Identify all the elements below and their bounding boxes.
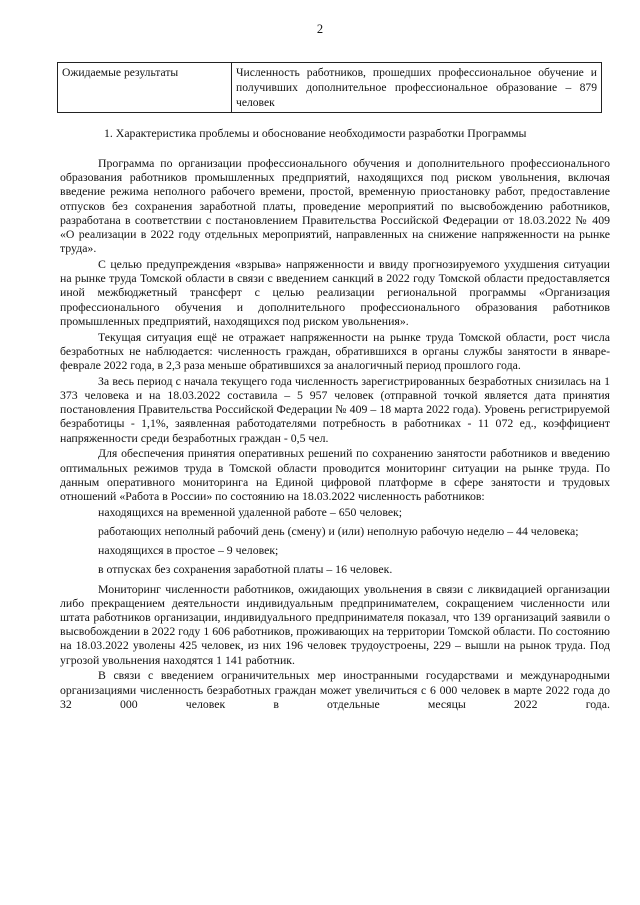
table-label-cell: Ожидаемые результаты [58,63,232,113]
paragraph-unemployment-stats: За весь период с начала текущего года численность зарегистрированных безработных снизилась на 1 373 человека и на 18.03.2022 составила – 5 957 человек (отправной точкой является дата принятия постановления Правительства Российской Федерации № 409 – 18 марта 2022 года). Уровень регистрируемой безработицы - 1,1%, заявленная работодателями потребность в работниках - 11 072 ед., коэффициент напряженности среди безработных граждан - 0,5 чел. [60,373,610,445]
list-item: находящихся на временной удаленной работе – 650 человек; [98,504,403,519]
list-item: находящихся в простое – 9 человек; [98,543,279,558]
expected-results-table [57,62,602,113]
paragraph-current-situation: Текущая ситуация ещё не отражает напряженности на рынке труда Томской области, рост числа безработных не наблюдается: численность граждан, обратившихся в органы службы занятости в январе-феврале 2022 года, в 2,3 раза меньше обратившихся за аналогичный период прошлого года. [60,329,610,373]
table-value-cell: Численность работников, прошедших профессиональное обучение и получивших дополнительное профессиональное образование – 879 человек [232,63,602,113]
paragraph-monitoring: Для обеспечения принятия оперативных решений по сохранению занятости работников и введению оптимальных режимов труда в Томской области проводится мониторинг ситуации на рынке труда. По данным оперативного мониторинга на Единой цифровой платформе в сфере занятости и трудовых отношений «Работа в России» по состоянию на 18.03.2022 численность работников: [60,446,610,504]
list-item: работающих неполный рабочий день (смену) и (или) неполную рабочую неделю – 44 человека; [98,524,579,539]
page-number: 2 [316,22,324,36]
paragraph-forecast: В связи с введением ограничительных мер иностранными государствами и международными организациями численность безработных граждан может увеличиться с 6 000 человек в марте 2022 года до 32 000 человек в отдельные месяцы 2022 года. [60,668,610,711]
paragraph-dismissal-monitoring: Мониторинг численности работников, ожидающих увольнения в связи с ликвидацией организации либо прекращением деятельности индивидуальным предпринимателем, сокращением численности или штата работников организации, индивидуального предпринимателя показал, что 139 организаций заявили о высвобождении в 2022 году 1 606 работников, проживающих на территории Томской области. По состоянию на 18.03.2022 уволены 425 человек, из них 196 человек трудоустроены, 229 – вышли на рынок труда. Под угрозой увольнения находятся 1 141 работник. [60,581,610,667]
paragraph-program-basis: Программа по организации профессионального обучения и дополнительного профессионального образования работников промышленных предприятий, находящихся под риском увольнения, включая введение режима неполного рабочего времени, простой, временную приостановку работ, предоставление отпусков без сохранения заработной платы, проведение мероприятий по высвобождению работников, разработана в соответствии с постановлением Правительства Российской Федерации от 18.03.2022 № 409 «О реализации в 2022 году отдельных мероприятий, направленных на снижение напряженности на рынке труда». [60,156,610,256]
table-row [58,63,602,113]
list-item: в отпусках без сохранения заработной платы – 16 человек. [98,562,393,577]
document-body [60,156,610,713]
section-heading: 1. Характеристика проблемы и обоснование необходимости разработки Программы [104,126,527,140]
paragraph-transfer: С целью предупреждения «взрыва» напряженности и ввиду прогнозируемого ухудшения ситуации на рынке труда Томской области в связи с введением санкций в 2022 году Томской области предоставляется иной межбюджетный трансферт с целью реализации региональной программы «Организация профессионального обучения и дополнительного профессионального образования работников промышленных предприятий, находящихся под риском увольнения». [60,257,610,328]
